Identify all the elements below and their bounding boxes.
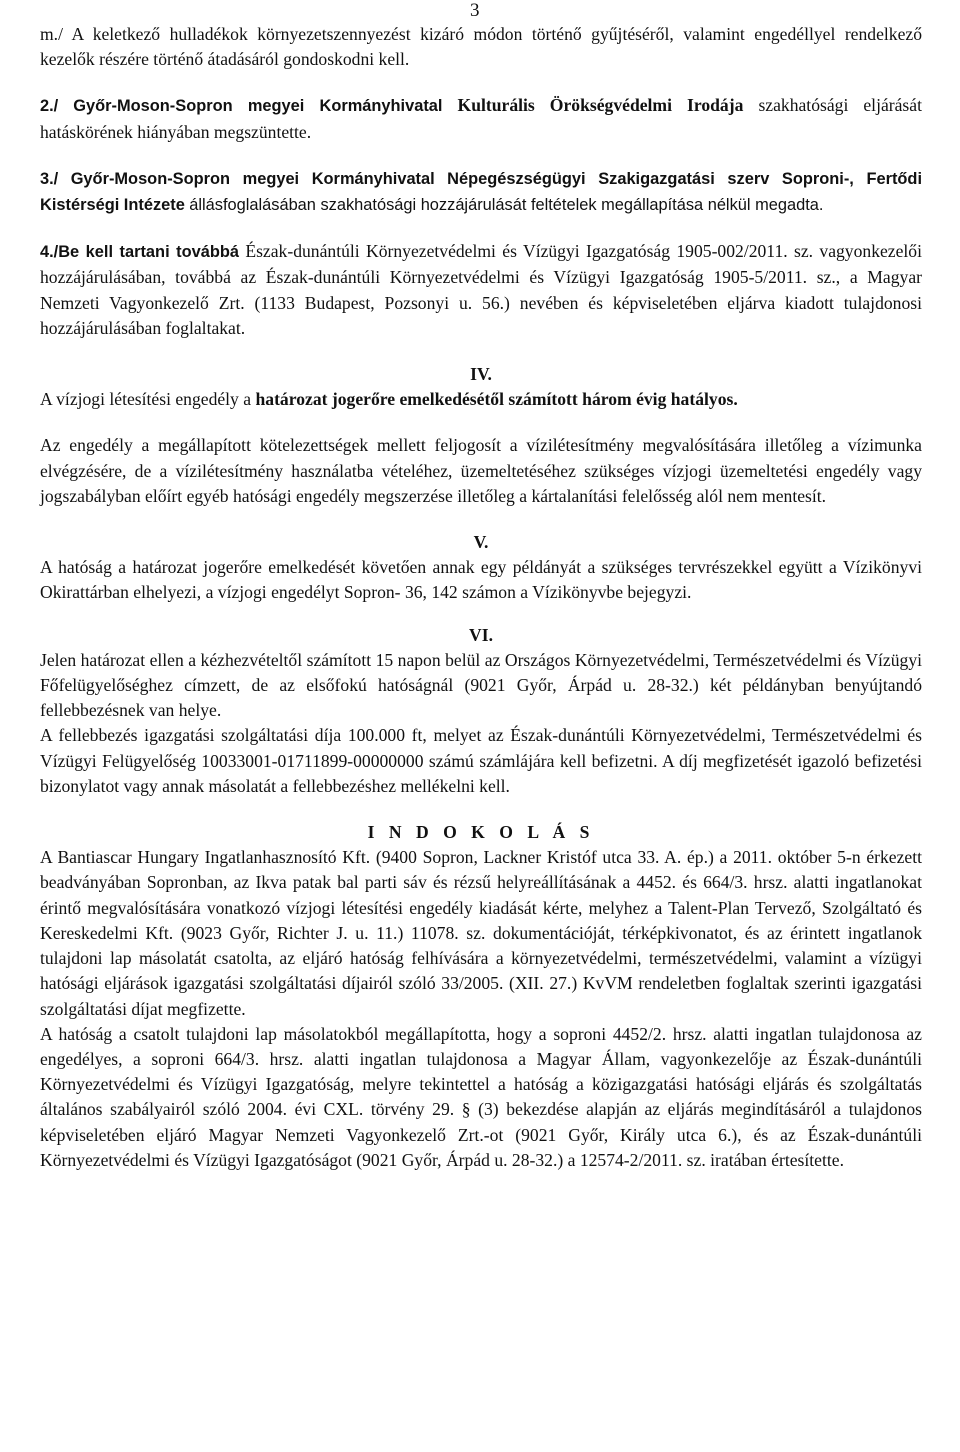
- paragraph-3: [40, 166, 922, 218]
- section-vi-paragraph-2: A fellebbezés igazgatási szolgáltatási díja 100.000 ft, melyet az Észak-dunántúli Környezetvédelmi, Természetvédelmi és Vízügyi Felügyelőség 10033001-01711899-00000000 számú számlájára kell befizetni. A díj megfizetését igazoló befizetési bizonylatot vagy annak másolatát a fellebbezéshez mellékelni kell.: [40, 725, 922, 796]
- section-vi-heading: VI.: [469, 624, 493, 645]
- paragraph-2-office: Kulturális Örökségvédelmi Irodája: [457, 95, 744, 116]
- paragraph-3-office: Népegészségügyi Szakigazgatási szerv Soproni-, Fertődi Kistérségi Intézete: [40, 169, 922, 215]
- section-iv-heading: IV.: [470, 364, 492, 385]
- document-body: [40, 22, 922, 1173]
- paragraph-3-text: állásfoglalásában szakhatósági hozzájárulását feltételek megállapítása nélkül megadta.: [189, 196, 824, 215]
- section-vi-paragraph-1: Jelen határozat ellen a kézhezvételtől számított 15 napon belül az Országos Környezetvédelmi, Természetvédelmi és Vízügyi Főfelügyelőséghez címzett, de az elsőfokú hatóságnál (9021 Győr, Árpád u. 28-32.) két példányban benyújtandó fellebbezésnek van helye.: [40, 649, 922, 721]
- paragraph-4-text: Észak-dunántúli Környezetvédelmi és Vízügyi Igazgatóság 1905-002/2011. sz. vagyonkezelői hozzájárulásában, továbbá az Észak-dunántúli Környezetvédelmi és Vízügyi Igazgatóság 1905-5/2011. sz., a Magyar Nemzeti Vagyonkezelő Zrt. (1133 Budapest, Pozsonyi u. 56.) nevében és képviseletében eljárva kiadott tulajdonosi hozzájárulásában foglaltakat.: [40, 241, 922, 338]
- paragraph-2-text: szakhatósági eljárását hatáskörének hiányában megszüntette.: [40, 95, 922, 142]
- paragraph-3-number: 3./: [40, 169, 59, 188]
- paragraph-2-number: 2./: [40, 97, 59, 116]
- paragraph-3-authority: Győr-Moson-Sopron megyei Kormányhivatal: [70, 169, 435, 188]
- section-iv-validity-bold: határozat jogerőre emelkedésétől számított három évig hatályos.: [255, 389, 738, 410]
- paragraph-2: [40, 93, 922, 144]
- indoklas-heading: I N D O K O L Á S: [367, 822, 595, 843]
- paragraph-4: [40, 239, 922, 341]
- indoklas-paragraph-1: A Bantiascar Hungary Ingatlanhasznosító Kft. (9400 Sopron, Lackner Kristóf utca 33. A. ép.) a 2011. október 5-n érkezett beadványában Sopronban, az Ikva patak bal parti sáv és rézsű helyreállításának a 4452. és 664/3. hrsz. alatti ingatlanokat érintő megvalósítására vonatkozó vízjogi létesítési engedély kiadását kérte, melyhez a Talent-Plan Tervező, Szolgáltató és Kereskedelmi Kft. (9023 Győr, Richter J. u. 11.) 11078. sz. dokumentációját, térképkivonatot, és az érintett ingatlanok tulajdoni lap másolatát csatolta, az eljáró hatóság felhívására a környezetvédelmi, természetvédelmi, valamint a vízügyi hatósági eljárások igazgatási szolgáltatási díjairól szóló 33/2005. (XII. 27.) KvVM rendeletben foglaltak szerinti igazgatási szolgáltatási díjat megfizette.: [40, 847, 922, 1019]
- indoklas-paragraph-2: A hatóság a csatolt tulajdoni lap másolatokból megállapította, hogy a soproni 4452/2. hrsz. alatti ingatlan tulajdonosa az engedélyes, a soproni 664/3. hrsz. alatti ingatlan tulajdonosa a Magyar Állam, vagyonkezelője az Észak-dunántúli Környezetvédelmi és Vízügyi Igazgatóság, melyre tekintettel a hatóság a közigazgatási hatósági eljárás és szolgáltatás általános szabályairól szóló 2004. évi CXL. törvény 29. § (3) bekezdése alapján az eljárás megindításáról a tulajdonos képviseletében eljáró Magyar Nemzeti Vagyonkezelő Zrt.-ot (9021 Győr, Király utca 6.), és az Észak-dunántúli Környezetvédelmi és Vízügyi Igazgatóságot (9021 Győr, Árpád u. 28-32.) a 12574-2/2011. sz. iratában értesítette.: [40, 1023, 922, 1170]
- paragraph-m: m./ A keletkező hulladékok környezetszennyezést kizáró módon történő gyűjtéséről, valamint engedéllyel rendelkező kezelők részére történő átadásáról gondoskodni kell.: [40, 24, 922, 70]
- section-iv-lead: A vízjogi létesítési engedély a: [40, 389, 252, 410]
- section-iv-validity: [40, 387, 922, 412]
- section-v-heading: V.: [473, 532, 489, 553]
- section-v-paragraph: A hatóság a határozat jogerőre emelkedését követően annak egy példányát a szükséges tervrészekkel együtt a Vízikönyvi Okirattárban elhelyezi, a vízjogi engedélyt Sopron- 36, 142 számon a Vízikönyvbe bejegyzi.: [40, 557, 922, 603]
- page-number: 3: [470, 0, 480, 21]
- paragraph-2-authority: Győr-Moson-Sopron megyei Kormányhivatal: [73, 97, 443, 116]
- section-iv-paragraph: Az engedély a megállapított kötelezettségek mellett feljogosít a vízilétesítmény megvalósítására illetőleg a vízimunka elvégzésére, de a vízilétesítmény használatba vételéhez, üzemeltetéséhez szükséges vízjogi üzemeltetési engedély vagy jogszabályban előírt egyéb hatósági engedély megszerzése illetőleg a kártalanítási felelősség alól nem mentesít.: [40, 435, 922, 506]
- paragraph-4-lead: 4./Be kell tartani továbbá: [40, 243, 239, 262]
